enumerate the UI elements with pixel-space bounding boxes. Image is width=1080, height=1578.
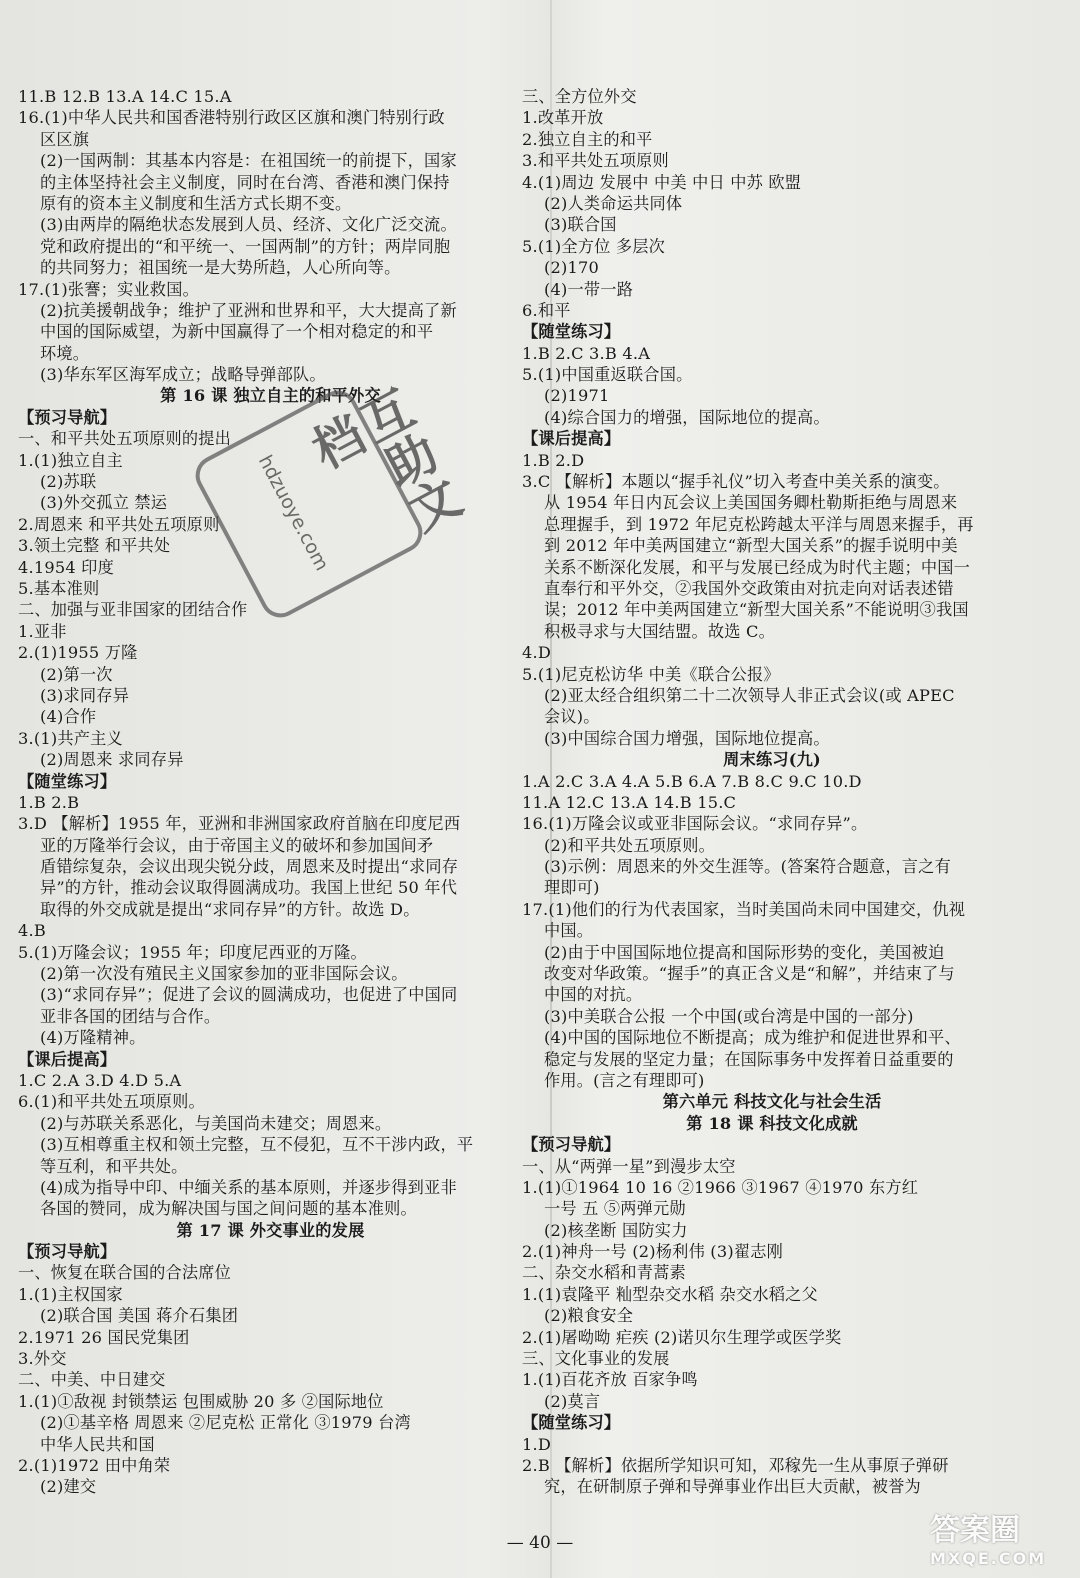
answer-line: 2.(1)屠呦呦 疟疾 (2)诺贝尔生理学或医学奖 <box>522 1327 842 1347</box>
answer-line: (3)“求同存异”；促进了会议的圆满成功，也促进了中国同 <box>40 985 458 1005</box>
answer-line: 误；2012 年中美两国建立“新型大国关系”不能说明③我国 <box>544 600 969 620</box>
answer-line: 4.(1)周边 发展中 中美 中日 中苏 欧盟 <box>522 172 802 192</box>
section-heading: 【课后提高】 <box>18 1049 117 1069</box>
page-number: — 40 — <box>506 1533 574 1553</box>
answer-line: (2)一国两制：其基本内容是：在祖国统一的前提下，国家 <box>40 151 457 171</box>
answer-line: 3.(1)共产主义 <box>18 728 123 748</box>
answer-line: (2)1971 <box>544 386 610 406</box>
answer-line: (2)170 <box>544 258 600 278</box>
answer-line: 1.(1)主权国家 <box>18 1284 123 1304</box>
answer-line: 1.B 2.C 3.B 4.A <box>522 343 651 363</box>
answer-line: (2)粮食安全 <box>544 1306 634 1326</box>
answer-line: 6.(1)和平共处五项原则。 <box>18 1092 205 1112</box>
answer-line: 17.(1)张謇；实业救国。 <box>18 279 199 299</box>
answer-line: 积极寻求与大国结盟。故选 C。 <box>544 621 775 641</box>
answer-line: 总理握手，到 1972 年尼克松跨越太平洋与周恩来握手，再 <box>544 514 974 534</box>
answer-line: 1.改革开放 <box>522 108 604 128</box>
answer-line: 理即可) <box>544 878 600 898</box>
answer-line: 3.D 【解析】1955 年，亚洲和非洲国家政府首脑在印度尼西 <box>18 814 461 834</box>
answer-line: 16.(1)万隆会议或亚非国际会议。“求同存异”。 <box>522 814 868 834</box>
answer-line: (2)人类命运共同体 <box>544 193 683 213</box>
answer-line: 亚的万隆举行会议，由于帝国主义的破坏和参加国间矛 <box>40 835 434 855</box>
answer-line: (3)由两岸的隔绝状态发展到人员、经济、文化广泛交流。 <box>40 215 457 235</box>
answer-line: 4.B <box>18 921 46 941</box>
site-watermark <box>930 1505 1080 1578</box>
answer-line: 稳定与发展的坚定力量；在国际事务中发挥着日益重要的 <box>544 1049 954 1069</box>
answer-line: (3)联合国 <box>544 215 617 235</box>
answer-line: 2.独立自主的和平 <box>522 129 653 149</box>
answer-line: 5.(1)尼克松访华 中美《联合公报》 <box>522 664 780 684</box>
answer-line: 党和政府提出的“和平统一、一国两制”的方针；两岸同胞 <box>40 236 451 256</box>
answer-line: (4)一带一路 <box>544 279 634 299</box>
answer-line: (2)第一次 <box>40 664 113 684</box>
answer-line: 5.基本准则 <box>18 578 100 598</box>
section-heading: 【预习导航】 <box>18 407 117 427</box>
answer-line: (3)求同存异 <box>40 685 130 705</box>
answer-line: 1.(1)百花齐放 百家争鸣 <box>522 1370 698 1390</box>
answer-line: 1.D <box>522 1434 552 1454</box>
answer-line: (3)华东军区海军成立；战略导弹部队。 <box>40 365 326 385</box>
answer-line: 直奉行和平外交，②我国外交政策由对抗走向对话表述错 <box>544 578 954 598</box>
answer-line: 到 2012 年中美两国建立“新型大国关系”的握手说明中美 <box>544 536 958 556</box>
answer-line: 中国的对抗。 <box>544 985 643 1005</box>
answer-line: 5.(1)万隆会议；1955 年；印度尼西亚的万隆。 <box>18 942 367 962</box>
answer-line: 取得的外交成就是提出“求同存异”的方针。故选 D。 <box>40 899 420 919</box>
answer-line: 3.C 【解析】本题以“握手礼仪”切入考查中美关系的演变。 <box>522 472 950 492</box>
left-column <box>18 86 523 1498</box>
answer-line: 改变对华政策。“握手”的真正含义是“和解”，并结束了与 <box>544 964 955 984</box>
answer-line: 亚非各国的团结与合作。 <box>40 1006 221 1026</box>
answer-line: 中国。 <box>544 921 594 941</box>
answer-line: 一号 五 ⑤两弹元勋 <box>544 1199 686 1219</box>
watermark-line1: 答案圈 <box>930 1513 1020 1548</box>
answer-line: 1.(1)①1964 10 16 ②1966 ③1967 ④1970 东方红 <box>522 1177 919 1197</box>
section-title: 第 18 课 科技文化成就 <box>686 1113 858 1133</box>
answer-line: (2)建交 <box>40 1477 97 1497</box>
answer-line: 1.亚非 <box>18 621 67 641</box>
answer-line: 2.1971 26 国民党集团 <box>18 1327 190 1347</box>
answer-line: 3.外交 <box>18 1349 67 1369</box>
answer-line: 一、从“两弹一星”到漫步太空 <box>522 1156 736 1176</box>
answer-line: (2)抗美援朝战争；维护了亚洲和世界和平，大大提高了新 <box>40 300 457 320</box>
stamp-title: 互助文档 <box>296 380 469 541</box>
answer-line: 的共同努力；祖国统一是大势所趋，人心所向等。 <box>40 258 401 278</box>
answer-line: 盾错综复杂，会议出现尖锐分歧，周恩来及时提出“求同存 <box>40 857 459 877</box>
answer-line: (3)外交孤立 禁运 <box>40 493 168 513</box>
right-column <box>522 86 1022 1498</box>
section-title: 第 16 课 独立自主的和平外交 <box>160 386 381 406</box>
answer-line: (4)中国的国际地位不断提高；成为维护和促进世界和平、 <box>544 1028 961 1048</box>
answer-line: 1.B 2.B <box>18 792 80 812</box>
answer-line: 3.和平共处五项原则 <box>522 151 669 171</box>
answer-line: 二、加强与亚非国家的团结合作 <box>18 600 248 620</box>
section-heading: 【随堂练习】 <box>522 1413 621 1433</box>
answer-line: 5.(1)全方位 多层次 <box>522 236 666 256</box>
answer-line: 三、文化事业的发展 <box>522 1349 670 1369</box>
answer-line: 的主体坚持社会主义制度，同时在台湾、香港和澳门保持 <box>40 172 450 192</box>
section-heading: 【课后提高】 <box>522 429 621 449</box>
section-heading: 【随堂练习】 <box>522 322 621 342</box>
answer-line: 原有的资本主义制度和生活方式长期不变。 <box>40 193 352 213</box>
answer-line: 究，在研制原子弹和导弹事业作出巨大贡献，被誉为 <box>544 1477 921 1497</box>
answer-line: 11.B 12.B 13.A 14.C 15.A <box>18 87 232 106</box>
answer-line: 16.(1)中华人民共和国香港特别行政区区旗和澳门特别行政 <box>18 108 445 128</box>
answer-line: 1.(1)①敌视 封锁禁运 包围威胁 20 多 ②国际地位 <box>18 1391 384 1411</box>
answer-line: 4.D <box>522 643 552 663</box>
answer-line: 一、和平共处五项原则的提出 <box>18 429 232 449</box>
section-heading: 【随堂练习】 <box>18 771 117 791</box>
answer-line: 1.A 2.C 3.A 4.A 5.B 6.A 7.B 8.C 9.C 10.D <box>522 771 862 791</box>
answer-line: 1.(1)独立自主 <box>18 450 123 470</box>
answer-line: 异”的方针，推动会议取得圆满成功。我国上世纪 50 年代 <box>40 878 458 898</box>
answer-line: 1.C 2.A 3.D 4.D 5.A <box>18 1070 182 1090</box>
answer-line: 17.(1)他们的行为代表国家，当时美国尚未同中国建交，仇视 <box>522 899 966 919</box>
answer-line: 二、中美、中日建交 <box>18 1370 166 1390</box>
answer-line: 2.B 【解析】依据所学知识可知，邓稼先一生从事原子弹研 <box>522 1456 949 1475</box>
answer-line: 1.B 2.D <box>522 450 585 470</box>
section-title: 第 17 课 外交事业的发展 <box>176 1220 365 1240</box>
answer-line: 1.(1)袁隆平 籼型杂交水稻 杂交水稻之父 <box>522 1284 818 1304</box>
answer-line: 区区旗 <box>40 129 90 149</box>
answer-line: (2)①基辛格 周恩来 ②尼克松 正常化 ③1979 台湾 <box>40 1413 411 1433</box>
answer-line: 2.(1)1972 田中角荣 <box>18 1456 171 1475</box>
answer-line: 会议)。 <box>544 707 600 727</box>
answer-line: 等互利，和平共处。 <box>40 1156 188 1176</box>
answer-line: (4)成为指导中印、中缅关系的基本原则，并逐步得到亚非 <box>40 1177 457 1197</box>
answer-line: (2)莫言 <box>544 1391 601 1411</box>
answer-line: 一、恢复在联合国的合法席位 <box>18 1263 232 1283</box>
answer-line: (2)苏联 <box>40 472 97 492</box>
answer-line: (2)联合国 美国 蒋介石集团 <box>40 1306 239 1326</box>
answer-line: 6.和平 <box>522 300 571 320</box>
section-heading: 【预习导航】 <box>18 1242 117 1262</box>
answer-line: 三、全方位外交 <box>522 87 637 106</box>
watermark-line2: MXQE.COM <box>930 1549 1047 1568</box>
answer-line: (4)综合国力的增强，国际地位的提高。 <box>544 407 830 427</box>
answer-line: (4)万隆精神。 <box>40 1028 146 1048</box>
answer-line: (2)由于中国国际地位提高和国际形势的变化，美国被迫 <box>544 942 945 962</box>
answer-line: 各国的赞同，成为解决国与国之间问题的基本准则。 <box>40 1199 417 1219</box>
answer-line: (2)和平共处五项原则。 <box>544 835 716 855</box>
answer-line: 5.(1)中国重返联合国。 <box>522 365 693 385</box>
answer-line: (2)核垄断 国防实力 <box>544 1220 688 1240</box>
answer-line: 作用。(言之有理即可) <box>544 1070 705 1090</box>
section-heading: 【预习导航】 <box>522 1135 621 1155</box>
answer-line: 关系不断深化发展，和平与发展已经成为时代主题；中国一 <box>544 557 971 577</box>
stamp-url: hdzuoye.com <box>253 451 334 575</box>
answer-line: 中华人民共和国 <box>40 1434 155 1454</box>
answer-line: (2)周恩来 求同存异 <box>40 750 184 770</box>
answer-line: (2)与苏联关系恶化，与美国尚未建交；周恩来。 <box>40 1113 392 1133</box>
answer-line: (3)中美联合公报 一个中国(或台湾是中国的一部分) <box>544 1006 914 1026</box>
answer-line: 2.周恩来 和平共处五项原则 <box>18 514 220 534</box>
answer-line: 环境。 <box>40 343 90 363</box>
answer-line: (3)示例：周恩来的外交生涯等。(答案符合题意，言之有 <box>544 857 951 877</box>
answer-line: 从 1954 年日内瓦会议上美国国务卿杜勒斯拒绝与周恩来 <box>544 493 958 513</box>
answer-line: 11.A 12.C 13.A 14.B 15.C <box>522 792 737 812</box>
answer-line: (3)中国综合国力增强，国际地位提高。 <box>544 728 830 748</box>
section-title: 周末练习(九) <box>723 750 821 770</box>
answer-line: (2)亚太经合组织第二十二次领导人非正式会议(或 APEC <box>544 685 955 705</box>
section-title: 第六单元 科技文化与社会生活 <box>662 1092 882 1112</box>
answer-line: (4)合作 <box>40 707 97 727</box>
answer-line: 4.1954 印度 <box>18 557 114 577</box>
answer-line: 2.(1)神舟一号 (2)杨利伟 (3)翟志刚 <box>522 1242 783 1262</box>
answer-line: 3.领土完整 和平共处 <box>18 536 171 556</box>
answer-line: (2)第一次没有殖民主义国家参加的亚非国际会议。 <box>40 964 408 984</box>
answer-line: (3)互相尊重主权和领土完整，互不侵犯，互不干涉内政，平 <box>40 1135 474 1155</box>
answer-line: 2.(1)1955 万隆 <box>18 643 138 663</box>
answer-line: 中国的国际威望，为新中国赢得了一个相对稳定的和平 <box>40 322 434 342</box>
answer-line: 二、杂交水稻和青蒿素 <box>522 1263 686 1283</box>
